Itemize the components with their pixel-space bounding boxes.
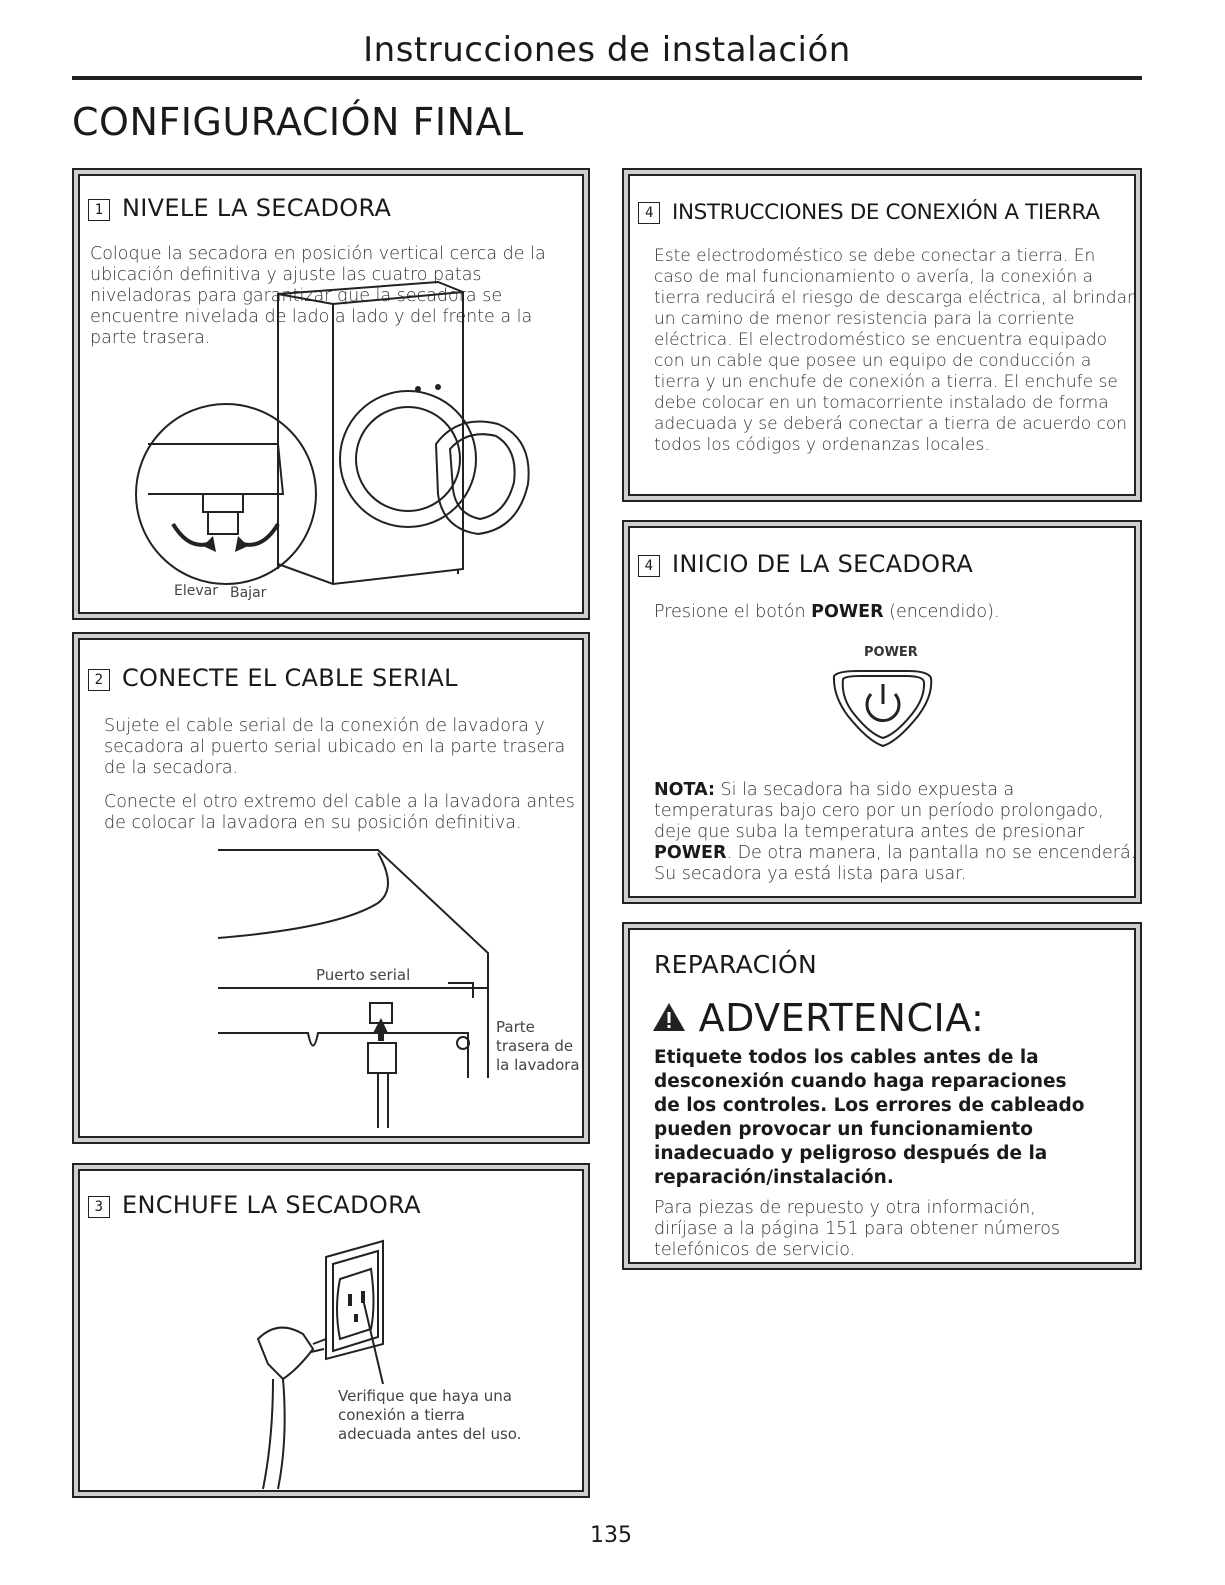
outlet-plug-illustration [78,1169,596,1504]
plug-dryer-panel [72,1163,590,1498]
power-emphasis: POWER [811,602,884,622]
step-number: 3 [88,1196,110,1218]
level-text: Coloque la secadora en posición vertical cerca de la ubicación definitiva y ajuste las cuatro patas niveladoras para garantizar que la secadora se encuentre nivelada de lado a lado y del frente a la parte trasera. [90,244,546,348]
power-label: POWER [864,645,918,660]
start-ready: Su secadora ya está lista para usar. [654,864,967,884]
page-number: 135 [590,1523,632,1548]
ground-text: Este electrodoméstico se debe conectar a tierra. En caso de mal funcionamiento o avería, la conexión a tierra reducirá el riesgo de descarga eléctrica, al brindar un camino de menor resistencia para la corriente eléctrica. El electrodoméstico se encuentra equipado con un cable que posee un equipo de conducción a tierra y un enchufe de conexión a tierra. El enchufe se debe colocar en un tomacorriente instalado de forma adecuada y se deberá conectar a tierra de acuerdo con todos los códigos y ordenanzas locales. [654,246,1134,455]
ground-title-text: INSTRUCCIONES DE CONEXIÓN A TIERRA [672,200,1100,225]
warning-triangle-icon [652,998,686,1042]
serial-text-2: Conecte el otro extremo del cable a la lavadora antes de colocar la lavadora en su posición definitiva. [104,792,575,833]
step-number: 1 [88,199,110,221]
serial-text-1: Sujete el cable serial de la conexión de lavadora y secadora al puerto serial ubicado en la parte trasera de la secadora. [104,716,566,778]
dryer-leveling-illustration [78,174,596,626]
level-dryer-panel [72,168,590,620]
level-title-text: NIVELE LA SECADORA [122,194,392,222]
repair-info: Para piezas de repuesto y otra información, diríjase a la página 151 para obtener números telefónicos de servicio. [654,1198,1061,1260]
header-rule [72,76,1142,80]
level-label-up: Elevar [174,583,218,599]
page-title: Instrucciones de instalación [363,30,851,70]
plug-title-text: ENCHUFE LA SECADORA [122,1191,421,1219]
start-text: Presione el botón POWER (encendido). [654,602,1000,622]
serial-port-label: Puerto serial [316,966,411,984]
repair-panel [622,922,1142,1270]
repair-title: REPARACIÓN [654,950,817,979]
ground-title [638,200,1100,225]
warning-title-text: ADVERTENCIA: [698,996,985,1040]
step-number: 4 [638,555,660,577]
grounding-panel [622,168,1142,502]
serial-cable-panel [72,632,590,1144]
serial-title-text: CONECTE EL CABLE SERIAL [122,664,458,692]
washer-back-label: Parte trasera de la lavadora [496,1018,580,1074]
start-title-text: INICIO DE LA SECADORA [672,550,974,578]
power-emphasis: POWER [654,843,727,863]
note-label: NOTA: [654,780,715,800]
start-dryer-panel [622,520,1142,904]
step-number: 4 [638,202,660,224]
warning-text: Etiquete todos los cables antes de la desconexión cuando haga reparaciones de los controles. Los errores de cableado pueden provocar un funcionamiento inadecuado y peligroso después de la reparación/instalación. [654,1047,1085,1188]
plug-caption: Verifique que haya una conexión a tierra adecuada antes del uso. [338,1387,522,1443]
warning-title [652,996,984,1042]
step-number: 2 [88,669,110,691]
section-title: CONFIGURACIÓN FINAL [72,100,524,144]
start-note: NOTA: Si la secadora ha sido expuesta a temperaturas bajo cero por un período prolongado, deje que suba la temperatura antes de presionar POWER. De otra manera, la pantalla no se encenderá. [654,780,1137,863]
level-label-down: Bajar [230,585,267,601]
